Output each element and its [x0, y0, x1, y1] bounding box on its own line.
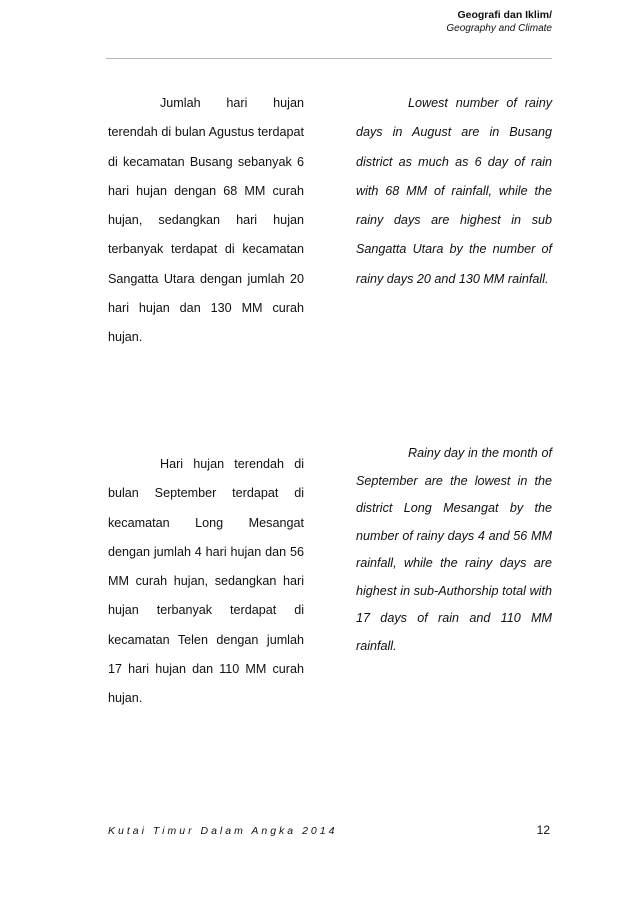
paragraph-id-august — [108, 89, 304, 353]
paragraph-id-september — [108, 450, 304, 714]
header-title: Geografi dan Iklim/ — [457, 9, 552, 21]
paragraph-en-august — [356, 89, 552, 294]
page-header — [446, 8, 552, 36]
page-number: 12 — [536, 823, 550, 837]
footer-publication: Kutai Timur Dalam Angka 2014 — [108, 825, 338, 837]
paragraph-text: Hari hujan terendah di bulan September terdapat di kecamatan Long Mesangat dengan jumlah 4 hari hujan dan 56 MM curah hujan, sedangkan hari hujan terbanyak terdapat di kecamatan Telen dengan jumlah 17 hari hujan dan 110 MM curah hujan. — [108, 457, 304, 706]
header-divider — [106, 58, 552, 59]
paragraph-text: Lowest number of rainy days in August are in Busang district as much as 6 day of rain with 68 MM of rainfall, while the rainy days are highest in sub Sangatta Utara by the number of rainy days 20 and 130 MM rainfall. — [356, 96, 552, 286]
paragraph-text: Jumlah hari hujan terendah di bulan Agustus terdapat di kecamatan Busang sebanyak 6 hari hujan dengan 68 MM curah hujan, sedangkan hari hujan terbanyak terdapat di kecamatan Sangatta Utara dengan jumlah 20 hari hujan dan 130 MM curah hujan. — [108, 96, 304, 345]
paragraph-text: Rainy day in the month of September are the lowest in the district Long Mesangat by the number of rainy days 4 and 56 MM rainfall, while the rainy days are highest in sub-Authorship total with 17 days of rain and 110 MM rainfall. — [356, 446, 552, 653]
header-subtitle: Geography and Climate — [446, 23, 552, 34]
paragraph-en-september — [356, 440, 552, 660]
